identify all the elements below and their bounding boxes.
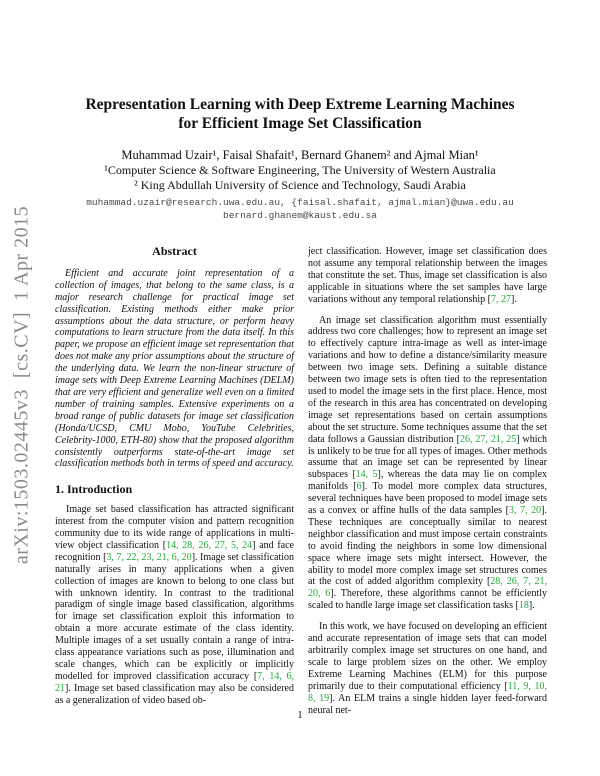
section-heading-introduction: 1. Introduction — [55, 482, 133, 497]
citation-link[interactable]: 26, 27, 21, 25 — [459, 433, 517, 445]
citation-link[interactable]: 11, 9, 10, 8, 19 — [308, 680, 547, 704]
text-run: ]. Image set based classification may also be considered as a generalization of video based ob- — [55, 682, 294, 706]
text-run: ] which is unlikely to be true for all types of images. Other methods assume that an image set can be represented by linear subspaces [ — [308, 433, 547, 481]
citation-link[interactable]: 14, 28, 26, 27, 5, 24 — [166, 539, 253, 551]
intro-paragraph-1 — [55, 504, 294, 706]
affiliation-2: ² King Abdullah University of Science and Technology, Saudi Arabia — [134, 178, 466, 192]
text-run: ]. These techniques are conceptually similar to nearest neighbor classification and must impose certain constraints to avoid finding the neighbors in some low dimensional space where image sets might intersect. However, the ability to model more complex image set structures comes at the cost of added algorithm complexity [ — [308, 505, 547, 588]
text-run: ]. Image set classification naturally arises in many applications when a given collection of images are known to belong to one class but with unknown identity. In contrast to the traditional paradigm of single image based classification, algorithms for image set classification exploit this information to obtain a more accurate estimate of the class identity. Multiple images of a set usually contain a range of intra-class appearance variations such as pose, illumination and scale changes, which can be explicitly or implicitly modelled for improved classification accuracy [ — [55, 551, 295, 682]
text-run: ]. To model more complex data structures, several techniques have been proposed to model image sets as a convex or affine hulls of the data samples [ — [308, 481, 547, 517]
paper-title-line-2: for Efficient Image Set Classification — [178, 115, 422, 132]
text-run: ] and face recognition [ — [55, 539, 294, 563]
affiliation-1: ¹Computer Science & Software Engineering, The University of Western Australia — [104, 163, 496, 177]
citation-link[interactable]: 7, 14, 6, 21 — [55, 670, 295, 694]
text-run: ]. An ELM trains a single hidden layer feed-forward neural net- — [308, 692, 548, 716]
citation-link[interactable]: 6 — [356, 481, 362, 493]
two-column-body — [55, 246, 547, 725]
email-line-1: muhammad.uzair@research.uwa.edu.au, {faisal.shafait, ajmal.mian}@uwa.edu.au — [86, 197, 514, 208]
text-run: ]. Therefore, these algorithms cannot be efficiently scaled to handle large image set classification tasks [ — [308, 588, 548, 612]
left-column — [55, 246, 294, 725]
text-run: An image set classification algorithm must essentially address two core challenges; how to represent an image set to effectively capture intra-image as well as inter-image variations and how to define a distance/similarity measure between two image sets. Defining a suitable distance between two image sets is often tied to the representation used to model the image sets in the first place. Hence, most of the research in this area has concentrated on developing image set representations based on certain assumptions about the set structure. Some techniques assume that the set data follows a Gaussian distribution [ — [308, 314, 547, 445]
citation-link[interactable]: 14, 5 — [355, 469, 378, 481]
citation-link[interactable]: 3, 7, 20 — [509, 505, 542, 517]
abstract-text: Efficient and accurate joint representation of a collection of images, that belong to the same class, is a major research challenge for practical image set classification. Existing methods either make prior assumptions about the data structure, or perform heavy computations to learn structure from the data itself. In this paper, we propose an efficient image set representation that does not make any prior assumptions about the structure of the underlying data. We learn the non-linear structure of image sets with Deep Extreme Learning Machines (DELM) that are very efficient and generalize well even on a limited number of training samples. Extensive experiments on a broad range of public datasets for image set classification (Honda/UCSD, CMU Mobo, YouTube Celebrities, Celebrity-1000, ETH-80) show that the proposed algorithm consistently outperforms state-of-the-art image set classification methods both in terms of speed and accuracy. — [55, 267, 294, 470]
citation-link[interactable]: 18 — [518, 600, 529, 612]
text-run: ]. — [511, 293, 517, 305]
citation-link[interactable]: 28, 26, 7, 21, 20, 6 — [308, 576, 548, 600]
body-paragraph-this-work — [308, 621, 547, 716]
text-run: ], whereas the data may lie on complex manifolds [ — [308, 469, 548, 493]
page-number: 1 — [297, 710, 303, 721]
text-run: Image set based classification has attracted significant interest from the computer vision and pattern recognition community due to its wide range of applications in multi-view object classification [ — [55, 504, 294, 551]
body-paragraph-challenges — [308, 315, 547, 613]
paper-title-line-1: Representation Learning with Deep Extreme Learning Machines — [85, 96, 515, 113]
citation-link[interactable]: 3, 7, 22, 23, 21, 6, 20 — [106, 551, 192, 563]
paper-header — [0, 0, 600, 222]
email-line-2: bernard.ghanem@kaust.edu.sa — [223, 210, 377, 221]
text-run: ]. — [528, 600, 535, 612]
arxiv-watermark: arXiv:1503.02445v3 [cs.CV] 1 Apr 2015 — [10, 205, 33, 565]
text-run: In this work, we have focused on developing an efficient and accurate representation of image sets that can model arbitrarily complex image set structures on one hand, and scale to large problem sizes on the other. We employ Extreme Learning Machines (ELM) for this purpose primarily due to their computational efficiency [ — [308, 621, 547, 692]
abstract-heading: Abstract — [152, 244, 197, 258]
text-run: ject classification. However, image set classification does not assume any temporal relationship between the images that constitute the set. Thus, image set classification is also applicable in situations where the set samples have large variations without any temporal relationship [ — [308, 246, 547, 305]
citation-link[interactable]: 7, 27 — [491, 293, 512, 305]
authors-line: Muhammad Uzair¹, Faisal Shafait¹, Bernard Ghanem² and Ajmal Mian¹ — [121, 148, 479, 162]
right-column — [308, 246, 547, 725]
body-paragraph-continuation — [308, 246, 547, 306]
